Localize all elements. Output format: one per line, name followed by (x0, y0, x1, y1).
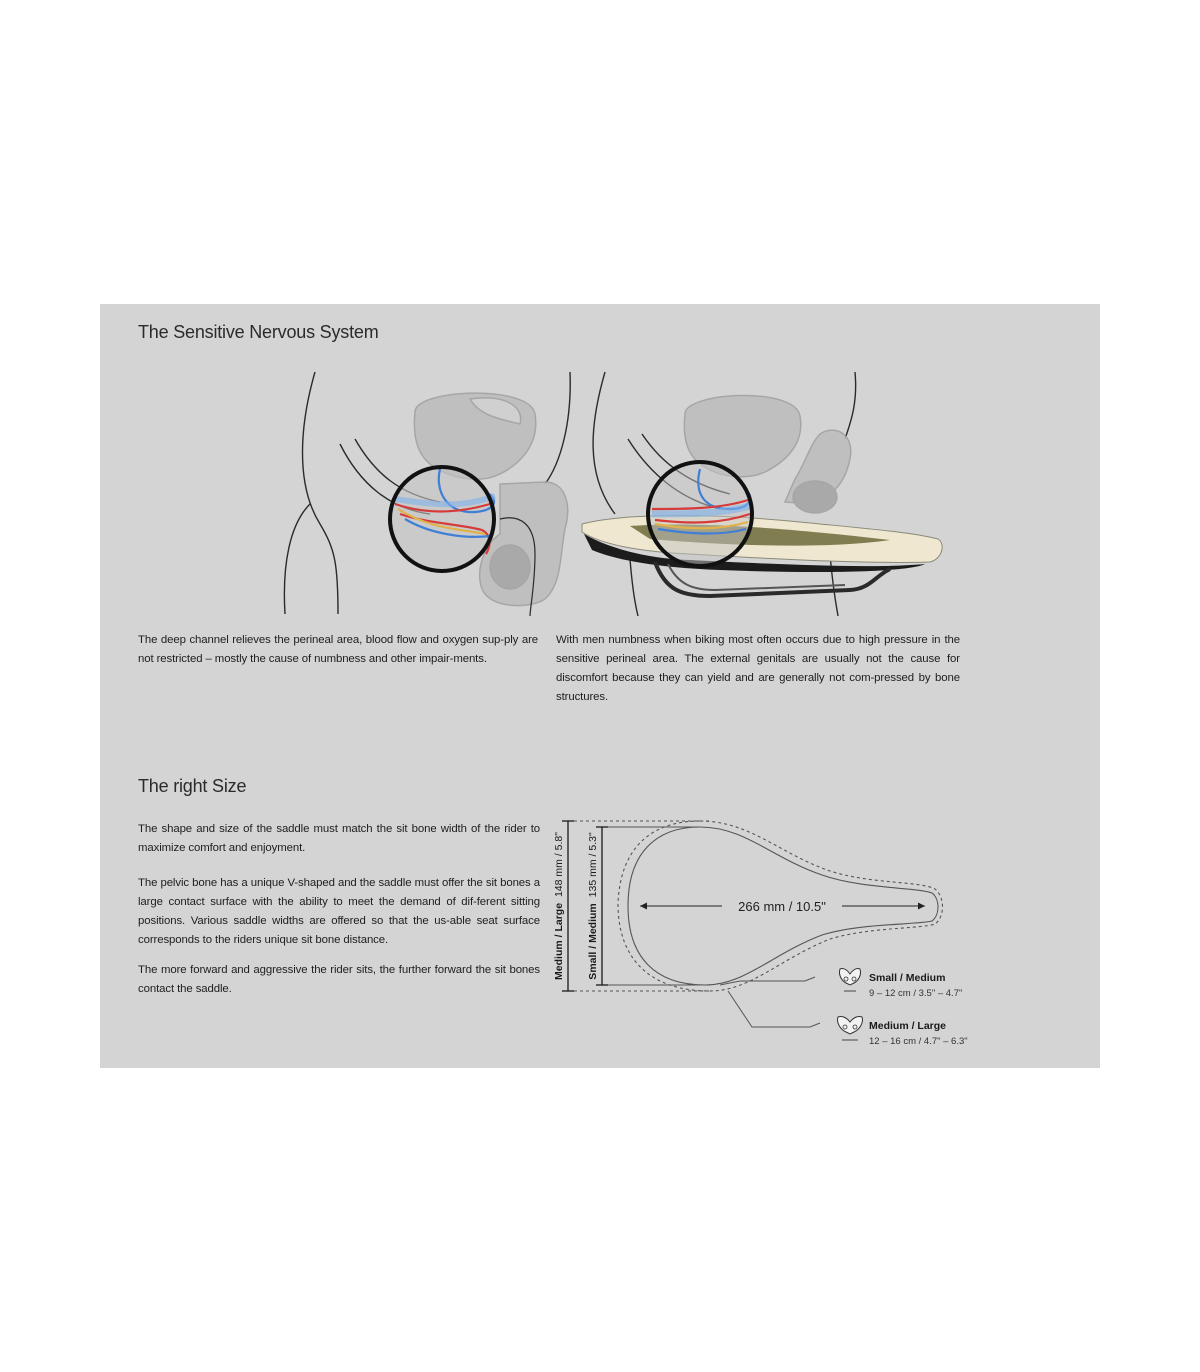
size-paragraph-2: The pelvic bone has a unique V-shaped and the saddle must offer the sit bones a large contact surface with the ability to meet the demand of dif-ferent sitting positions. Various saddle widths are offered so that the us-able seat surface corresponds to the riders unique sit bone distance. (138, 877, 540, 946)
length-label: 266 mm / 10.5" (738, 899, 826, 914)
width-small-medium-value: 135 mm / 5.3" (587, 832, 599, 898)
section-title-nervous-system: The Sensitive Nervous System (138, 322, 379, 342)
legend-small-medium-range: 9 – 12 cm / 3.5" – 4.7" (869, 988, 963, 999)
width-medium-large-label: Medium / Large (553, 902, 565, 980)
svg-text:Small / Medium 135 mm (587, 832, 599, 980)
section-title-right-size: The right Size (138, 776, 247, 796)
anatomy-illustration-standing (200, 364, 590, 624)
saddle-size-diagram (540, 809, 980, 1064)
legend-small-medium-name: Small / Medium (869, 972, 946, 984)
legend-medium-large-range: 12 – 16 cm / 4.7" – 6.3" (869, 1036, 968, 1047)
pelvis-small-medium-icon (839, 968, 860, 991)
caption-right: With men numbness when biking most often occurs due to high pressure in the sensitive perineal area. The external genitals are usually not the cause for discomfort because they can yield and are generally not com-pressed by bone structures. (556, 634, 960, 703)
anatomy-illustration-seated-saddle (570, 364, 970, 624)
caption-left: The deep channel relieves the perineal area, blood flow and oxygen sup-ply are not restricted – mostly the cause of numbness and other impair-ments. (138, 634, 538, 665)
size-paragraph-3: The more forward and aggressive the rider sits, the further forward the sit bones contact the saddle. (138, 964, 540, 995)
width-small-medium-label: Small / Medium (587, 903, 599, 980)
pelvis-medium-large-icon (838, 1016, 863, 1040)
svg-text:Medium / Large 148 mm (553, 832, 565, 980)
content-panel (100, 304, 1100, 1068)
size-paragraph-1: The shape and size of the saddle must match the sit bone width of the rider to maximize comfort and enjoyment. (138, 823, 540, 854)
legend-medium-large-name: Medium / Large (869, 1020, 947, 1032)
width-medium-large-value: 148 mm / 5.8" (553, 832, 565, 898)
